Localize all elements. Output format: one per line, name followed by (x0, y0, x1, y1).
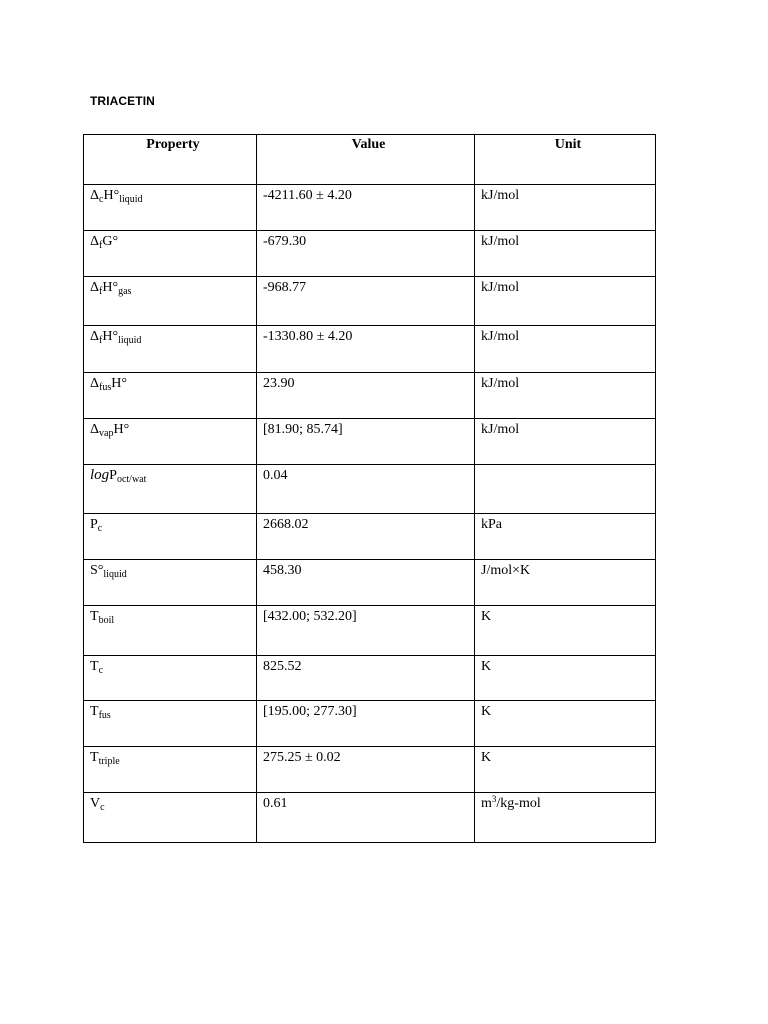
property-main: V (90, 796, 101, 811)
unit-cell (475, 560, 656, 606)
unit-text: m (481, 796, 492, 811)
unit-cell (475, 277, 656, 326)
property-subscript: liquid (119, 194, 143, 205)
property-symbol: Δ (90, 376, 100, 391)
value-cell: [81.90; 85.74] (257, 419, 475, 465)
header-unit: Unit (475, 135, 656, 185)
unit-cell (475, 465, 656, 514)
table-row (84, 231, 656, 277)
property-cell (84, 793, 257, 843)
unit-cell (475, 231, 656, 277)
table-row (84, 419, 656, 465)
property-main: H° (103, 188, 120, 203)
table-row (84, 326, 656, 373)
property-symbol: Δ (90, 280, 100, 295)
header-value: Value (257, 135, 475, 185)
property-symbol: Δ (90, 234, 100, 249)
property-main: H° (111, 376, 127, 391)
unit-text: kPa (481, 517, 502, 532)
properties-table (83, 134, 656, 843)
unit-text-rest: /kg-mol (496, 796, 541, 811)
property-cell (84, 185, 257, 231)
table-row (84, 747, 656, 793)
value-cell: 23.90 (257, 373, 475, 419)
unit-text: kJ/mol (481, 188, 520, 203)
property-subscript: boil (98, 615, 115, 626)
property-main: P (109, 468, 117, 483)
property-cell (84, 277, 257, 326)
property-subscript: vap (99, 428, 114, 439)
table-row (84, 514, 656, 560)
property-cell (84, 326, 257, 373)
unit-cell (475, 514, 656, 560)
unit-cell (475, 185, 656, 231)
property-cell (84, 560, 257, 606)
table-row (84, 701, 656, 747)
property-cell (84, 656, 257, 701)
unit-cell (475, 701, 656, 747)
property-main: P (90, 517, 98, 532)
table-row (84, 277, 656, 326)
property-subscript: liquid (118, 335, 142, 346)
value-cell: [432.00; 532.20] (257, 606, 475, 656)
property-symbol: log (90, 467, 110, 483)
table-row (84, 465, 656, 514)
property-subscript: fus (99, 382, 112, 393)
unit-text: J/mol×K (481, 563, 531, 578)
table-row (84, 373, 656, 419)
value-cell: 458.30 (257, 560, 475, 606)
unit-text: K (481, 659, 492, 674)
property-main: T (90, 704, 99, 719)
value-cell: 0.61 (257, 793, 475, 843)
property-subscript: f (99, 286, 103, 297)
property-subscript: gas (118, 286, 132, 297)
table-row (84, 656, 656, 701)
value-cell: -4211.60 ± 4.20 (257, 185, 475, 231)
unit-text: kJ/mol (481, 329, 520, 344)
property-symbol: Δ (90, 422, 100, 437)
unit-cell (475, 606, 656, 656)
property-cell (84, 419, 257, 465)
value-cell: 2668.02 (257, 514, 475, 560)
unit-cell (475, 373, 656, 419)
property-cell (84, 747, 257, 793)
property-main: T (90, 659, 99, 674)
property-main: G° (102, 234, 119, 249)
table-row (84, 185, 656, 231)
unit-cell (475, 656, 656, 701)
unit-superscript: 3 (491, 794, 497, 804)
property-subscript: liquid (103, 569, 127, 580)
property-subscript: triple (98, 756, 120, 767)
table-row (84, 606, 656, 656)
table-row (84, 560, 656, 606)
value-cell: -679.30 (257, 231, 475, 277)
property-subscript: c (100, 802, 105, 813)
property-symbol: Δ (90, 329, 100, 344)
value-cell: 275.25 ± 0.02 (257, 747, 475, 793)
property-symbol: Δ (90, 188, 100, 203)
property-subscript: f (99, 240, 103, 251)
value-cell: 825.52 (257, 656, 475, 701)
property-main: T (90, 609, 99, 624)
property-main: H° (102, 280, 119, 295)
property-main: H° (102, 329, 119, 344)
value-cell: 0.04 (257, 465, 475, 514)
header-property: Property (84, 135, 257, 185)
unit-text: K (481, 609, 492, 624)
value-cell: -968.77 (257, 277, 475, 326)
property-subscript: c (97, 523, 103, 534)
property-main: S° (90, 563, 104, 578)
property-cell (84, 701, 257, 747)
property-cell (84, 373, 257, 419)
unit-text: kJ/mol (481, 234, 520, 249)
property-subscript: c (98, 665, 104, 676)
table-header-row (84, 135, 656, 185)
document-title: TRIACETIN (90, 94, 155, 108)
unit-text: kJ/mol (481, 422, 520, 437)
property-main: T (90, 750, 99, 765)
property-subscript: fus (98, 710, 111, 721)
value-cell: -1330.80 ± 4.20 (257, 326, 475, 373)
unit-text: K (481, 750, 492, 765)
unit-cell (475, 419, 656, 465)
unit-text: kJ/mol (481, 280, 520, 295)
table-row (84, 793, 656, 843)
unit-cell (475, 793, 656, 843)
unit-cell (475, 326, 656, 373)
value-cell: [195.00; 277.30] (257, 701, 475, 747)
unit-text: kJ/mol (481, 376, 520, 391)
property-cell (84, 465, 257, 514)
unit-text: K (481, 704, 492, 719)
property-cell (84, 514, 257, 560)
property-cell (84, 231, 257, 277)
property-cell (84, 606, 257, 656)
property-subscript: c (99, 194, 104, 205)
unit-cell (475, 747, 656, 793)
property-subscript: f (99, 335, 103, 346)
property-main: H° (113, 422, 130, 437)
property-subscript: oct/wat (116, 474, 147, 485)
